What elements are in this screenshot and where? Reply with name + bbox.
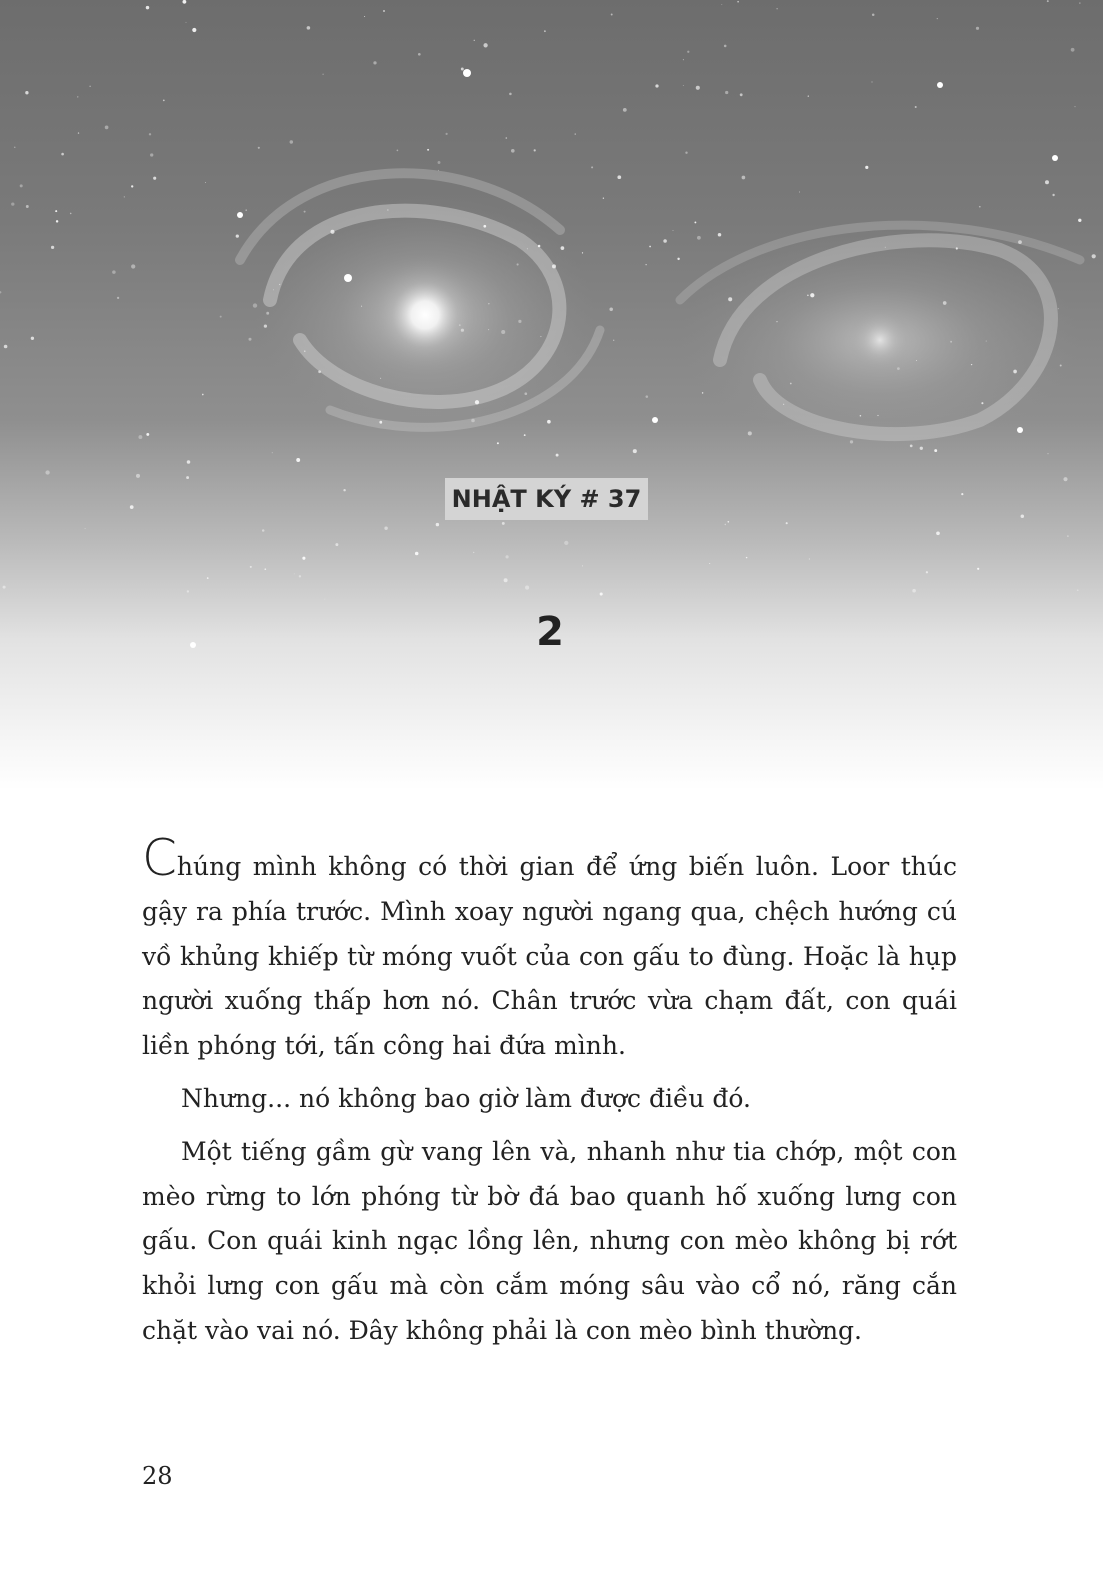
star <box>934 449 937 452</box>
star <box>1052 194 1054 196</box>
star <box>302 557 305 560</box>
star <box>290 140 293 143</box>
star <box>725 91 728 94</box>
star <box>105 126 109 130</box>
star <box>575 134 576 135</box>
star <box>727 521 729 523</box>
star <box>299 575 301 577</box>
star <box>236 234 239 237</box>
star <box>55 210 57 212</box>
star <box>264 324 267 327</box>
star <box>138 435 142 439</box>
star <box>981 402 983 404</box>
star <box>961 493 963 495</box>
star <box>633 449 637 453</box>
star <box>205 182 206 183</box>
star <box>976 27 979 30</box>
star <box>600 592 603 595</box>
star <box>85 528 86 529</box>
paragraph-2: Nhưng... nó không bao giờ làm được điều đó. <box>181 1083 751 1113</box>
star <box>936 531 940 535</box>
star <box>1067 535 1069 537</box>
star <box>790 383 792 385</box>
star <box>1013 370 1017 374</box>
star <box>943 301 947 305</box>
star <box>488 329 489 330</box>
star <box>547 420 551 424</box>
star <box>397 150 399 152</box>
star <box>150 153 153 156</box>
star <box>885 247 886 248</box>
bright-star <box>652 417 658 423</box>
bright-star <box>1052 155 1058 161</box>
bright-star <box>237 212 243 218</box>
star <box>427 149 429 151</box>
star <box>131 185 133 187</box>
star <box>807 294 809 296</box>
star <box>1045 180 1049 184</box>
star <box>497 442 499 444</box>
star <box>617 175 621 179</box>
star <box>517 263 519 265</box>
star <box>380 378 381 379</box>
star <box>61 153 64 156</box>
star <box>877 415 878 416</box>
star <box>511 149 515 153</box>
star <box>146 433 149 436</box>
star <box>304 351 305 352</box>
star <box>1079 3 1080 4</box>
star <box>383 10 385 12</box>
star <box>613 340 614 341</box>
star <box>136 474 140 478</box>
star <box>527 248 528 249</box>
star <box>294 573 295 574</box>
star <box>672 230 673 231</box>
star <box>264 568 266 570</box>
star <box>977 568 979 570</box>
star <box>926 571 928 573</box>
star <box>192 28 196 32</box>
star <box>245 209 247 211</box>
star <box>1047 453 1048 454</box>
star <box>220 316 222 318</box>
star <box>163 100 165 102</box>
star <box>418 53 421 56</box>
chapter-body <box>142 829 957 1362</box>
star <box>502 522 505 525</box>
star <box>461 68 464 71</box>
star <box>77 96 78 97</box>
paragraph-1 <box>142 829 957 1069</box>
star <box>304 211 306 213</box>
star <box>623 108 627 112</box>
star <box>697 236 701 240</box>
star <box>872 13 875 16</box>
star <box>25 91 28 94</box>
star <box>1071 48 1075 52</box>
star <box>518 320 521 323</box>
star <box>31 337 34 340</box>
star <box>26 205 29 208</box>
star <box>694 221 696 223</box>
star <box>488 303 489 304</box>
star <box>737 1 739 3</box>
star <box>318 370 321 373</box>
star <box>202 394 204 396</box>
star <box>742 176 746 180</box>
star <box>324 599 325 600</box>
star <box>685 152 687 154</box>
star <box>415 552 419 556</box>
bright-star <box>937 82 943 88</box>
star <box>501 330 505 334</box>
star <box>611 14 613 16</box>
star <box>910 445 913 448</box>
star <box>786 522 788 524</box>
star <box>207 577 209 579</box>
star <box>0 291 1 293</box>
star <box>871 81 872 82</box>
star <box>373 61 376 64</box>
paragraph-3: Một tiếng gầm gừ vang lên và, nhanh như tia chớp, một con mèo rừng to lớn phóng từ bờ đá bao quanh hố xuống lưng con gấu. Con quái kinh ngạc lồng lên, nhưng con mèo không bị rớt khỏi lưng con gấu mà còn cắm móng sâu vào cổ nó, răng cắn chặt vào vai nó. Đây không phải là con mèo bình thường. <box>142 1136 957 1345</box>
star <box>721 4 722 5</box>
star <box>663 239 667 243</box>
star <box>153 177 156 180</box>
star <box>461 329 464 332</box>
star <box>436 523 439 526</box>
star <box>149 133 151 135</box>
star <box>950 341 952 343</box>
star <box>603 198 604 199</box>
star <box>182 0 186 4</box>
star <box>266 312 269 315</box>
bright-star <box>463 69 471 77</box>
star <box>683 85 684 86</box>
star <box>677 258 679 260</box>
star <box>808 95 809 96</box>
star <box>783 404 784 405</box>
star <box>361 306 362 307</box>
star <box>725 524 727 526</box>
star <box>117 297 119 299</box>
star <box>509 93 512 96</box>
star <box>591 166 593 168</box>
star <box>552 264 556 268</box>
star <box>538 245 541 248</box>
star <box>505 137 507 139</box>
star <box>258 147 260 149</box>
star <box>279 284 280 285</box>
star <box>250 566 252 568</box>
chapter-number: 2 <box>536 609 564 655</box>
star <box>809 559 810 560</box>
star <box>130 505 134 509</box>
star <box>438 170 439 171</box>
star <box>709 563 710 564</box>
bright-star <box>190 642 196 648</box>
star <box>524 392 527 395</box>
star <box>646 264 647 265</box>
star <box>112 270 116 274</box>
star <box>186 476 189 479</box>
star <box>850 440 853 443</box>
star <box>1018 240 1022 244</box>
star <box>746 557 747 558</box>
paragraph-1-text: húng mình không có thời gian để ứng biến luôn. Loor thúc gậy ra phía trước. Mình xoay người ngang qua, chệch hướng cú vồ khủng khiếp từ móng vuốt của con gấu to đùng. Hoặc là hụp người xuống thấp hơn nó. Chân trước vừa chạm đất, con quái liền phóng tới, tấn công hai đứa mình. <box>142 852 957 1061</box>
star <box>483 225 486 228</box>
star <box>1078 219 1081 222</box>
star <box>1074 106 1075 107</box>
star <box>687 51 689 53</box>
star <box>544 30 546 32</box>
star <box>51 246 54 249</box>
star <box>474 40 475 41</box>
star <box>799 192 800 193</box>
star <box>534 149 536 151</box>
star <box>683 59 684 60</box>
page-number: 28 <box>142 1462 173 1490</box>
star <box>471 419 475 423</box>
star <box>253 303 257 307</box>
star <box>3 586 6 589</box>
star <box>387 209 388 210</box>
star <box>473 552 474 553</box>
star <box>11 202 14 205</box>
star <box>14 147 15 148</box>
star <box>564 541 568 545</box>
star <box>702 392 704 394</box>
star <box>1021 514 1025 518</box>
star <box>187 590 189 592</box>
star <box>438 161 441 164</box>
star <box>56 220 58 222</box>
star <box>459 324 461 326</box>
star <box>916 360 917 361</box>
bright-star <box>1017 427 1023 433</box>
star <box>506 555 509 558</box>
star <box>273 289 274 290</box>
star <box>724 45 727 48</box>
star <box>582 565 583 566</box>
star <box>609 308 613 312</box>
right-galaxy <box>680 225 1080 450</box>
star <box>20 184 23 187</box>
star <box>776 321 777 322</box>
star <box>979 206 981 208</box>
star <box>810 293 814 297</box>
star <box>4 345 8 349</box>
star <box>986 341 987 342</box>
star <box>384 526 387 529</box>
star <box>718 233 722 237</box>
star <box>89 86 90 87</box>
star <box>330 230 334 234</box>
star <box>525 586 529 590</box>
star <box>1047 0 1049 2</box>
drop-cap: C <box>142 829 177 887</box>
star <box>540 336 541 337</box>
star <box>920 447 923 450</box>
star <box>912 589 916 593</box>
star <box>582 252 583 253</box>
star <box>915 106 917 108</box>
star <box>187 460 191 464</box>
star <box>1092 254 1096 258</box>
star <box>70 213 72 215</box>
bright-star <box>344 274 352 282</box>
star <box>1060 365 1062 367</box>
star <box>740 93 743 96</box>
star <box>748 431 752 435</box>
star <box>655 84 658 87</box>
star <box>483 43 487 47</box>
star <box>272 452 273 453</box>
star <box>379 421 382 424</box>
star <box>504 578 508 582</box>
star <box>971 364 972 365</box>
star <box>307 26 311 30</box>
star <box>45 470 49 474</box>
star <box>185 22 186 23</box>
star <box>865 166 868 169</box>
star <box>728 297 732 301</box>
star <box>1058 308 1059 309</box>
star <box>956 247 958 249</box>
chapter-label: NHẬT KÝ # 37 <box>445 478 648 520</box>
star <box>296 458 300 462</box>
star <box>696 86 700 90</box>
star <box>860 415 862 417</box>
star <box>776 8 777 9</box>
star <box>335 543 338 546</box>
star <box>897 367 900 370</box>
star <box>262 529 265 532</box>
star <box>1077 589 1079 591</box>
star <box>475 400 479 404</box>
star <box>446 133 448 135</box>
star <box>1063 477 1067 481</box>
star <box>364 16 365 17</box>
star <box>124 196 125 197</box>
star <box>556 454 559 457</box>
star <box>561 246 565 250</box>
star <box>146 6 149 9</box>
star <box>524 434 526 436</box>
left-galaxy <box>240 173 600 435</box>
star <box>649 246 651 248</box>
star <box>343 489 345 491</box>
star <box>78 132 79 133</box>
star <box>646 395 649 398</box>
star <box>322 74 323 75</box>
star <box>131 264 135 268</box>
star <box>249 338 252 341</box>
star <box>937 18 938 19</box>
